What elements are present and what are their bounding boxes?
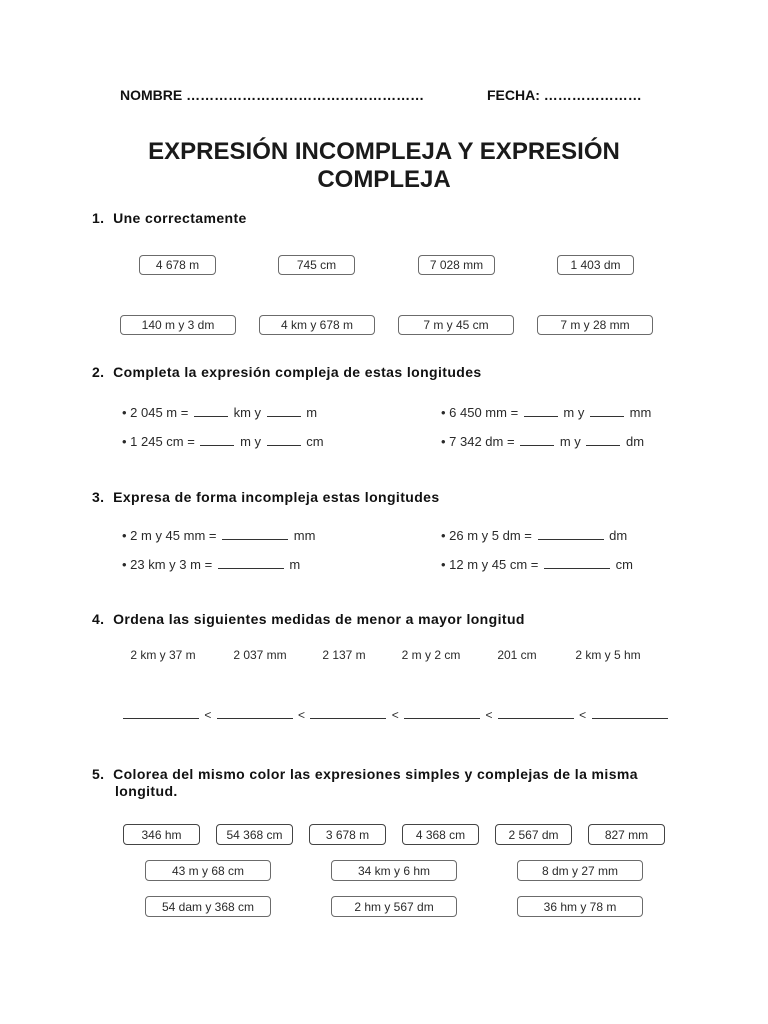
- answer-blank[interactable]: [538, 538, 604, 540]
- question-number: 2.: [92, 364, 105, 380]
- answer-blank[interactable]: [217, 717, 293, 719]
- answer-blank[interactable]: [218, 567, 284, 569]
- exercise-lead: • 2 m y 45 mm =: [122, 528, 217, 543]
- exercise-line: [122, 557, 300, 572]
- answer-blank[interactable]: [222, 538, 288, 540]
- exercise-lead: • 2 045 m =: [122, 405, 189, 420]
- match-box-bottom[interactable]: 7 m y 45 cm: [398, 315, 514, 335]
- unit-label: m y: [559, 434, 581, 449]
- date-dots: …………………: [543, 87, 642, 103]
- complex-expression-box[interactable]: 54 dam y 368 cm: [145, 896, 271, 917]
- unit-label: dm: [626, 434, 645, 449]
- match-box-top[interactable]: 745 cm: [278, 255, 355, 275]
- question-text: Completa la expresión compleja de estas longitudes: [113, 364, 482, 380]
- measure-item: 2 137 m: [322, 648, 366, 662]
- question-1-heading: [92, 210, 247, 226]
- question-number: 5.: [92, 766, 105, 782]
- measure-item: 201 cm: [497, 648, 537, 662]
- simple-expression-box[interactable]: 346 hm: [123, 824, 200, 845]
- unit-label: cm: [615, 557, 633, 572]
- question-4-heading: [92, 611, 525, 627]
- name-field[interactable]: [120, 87, 424, 103]
- ordering-line: [121, 708, 670, 722]
- match-box-bottom[interactable]: 7 m y 28 mm: [537, 315, 653, 335]
- question-2-heading: [92, 364, 482, 380]
- measure-item: 2 m y 2 cm: [401, 648, 461, 662]
- question-3-heading: [92, 489, 440, 505]
- answer-blank[interactable]: [123, 717, 199, 719]
- answer-blank[interactable]: [194, 415, 228, 417]
- title-line-1: EXPRESIÓN INCOMPLEJA Y EXPRESIÓN: [148, 138, 620, 165]
- question-number: 4.: [92, 611, 105, 627]
- answer-blank[interactable]: [310, 717, 386, 719]
- question-5-heading: [92, 766, 682, 800]
- answer-blank[interactable]: [544, 567, 610, 569]
- exercise-line: [441, 528, 627, 543]
- unit-label: mm: [293, 528, 316, 543]
- less-than-sign: <: [579, 708, 587, 722]
- simple-expression-box[interactable]: 827 mm: [588, 824, 665, 845]
- question-text: Colorea del mismo color las expresiones simples y complejas de la misma: [113, 766, 638, 782]
- exercise-lead: • 23 km y 3 m =: [122, 557, 213, 572]
- date-label: FECHA:: [487, 87, 540, 103]
- exercise-line: [122, 405, 317, 420]
- less-than-sign: <: [391, 708, 399, 722]
- unit-label: m: [306, 405, 318, 420]
- answer-blank[interactable]: [590, 415, 624, 417]
- exercise-line: [441, 557, 633, 572]
- complex-expression-box[interactable]: 43 m y 68 cm: [145, 860, 271, 881]
- answer-blank[interactable]: [498, 717, 574, 719]
- simple-expression-box[interactable]: 3 678 m: [309, 824, 386, 845]
- question-number: 1.: [92, 210, 105, 226]
- measure-item: 2 km y 5 hm: [575, 648, 641, 662]
- question-text: Expresa de forma incompleja estas longitudes: [113, 489, 440, 505]
- title-line-2: COMPLEJA: [317, 166, 451, 193]
- complex-expression-box[interactable]: 34 km y 6 hm: [331, 860, 457, 881]
- match-box-bottom[interactable]: 140 m y 3 dm: [120, 315, 236, 335]
- answer-blank[interactable]: [520, 444, 554, 446]
- measure-item: 2 037 mm: [233, 648, 287, 662]
- unit-label: cm: [306, 434, 324, 449]
- unit-label: dm: [609, 528, 628, 543]
- name-dots: ……………………………………………: [186, 87, 425, 103]
- answer-blank[interactable]: [592, 717, 668, 719]
- question-number: 3.: [92, 489, 105, 505]
- complex-expression-box[interactable]: 8 dm y 27 mm: [517, 860, 643, 881]
- exercise-lead: • 1 245 cm =: [122, 434, 195, 449]
- match-box-top[interactable]: 4 678 m: [139, 255, 216, 275]
- simple-expression-box[interactable]: 54 368 cm: [216, 824, 293, 845]
- worksheet-title: [60, 138, 708, 194]
- answer-blank[interactable]: [524, 415, 558, 417]
- exercise-line: [122, 528, 315, 543]
- exercise-line: [441, 434, 644, 449]
- match-box-top[interactable]: 7 028 mm: [418, 255, 495, 275]
- answer-blank[interactable]: [586, 444, 620, 446]
- exercise-lead: • 12 m y 45 cm =: [441, 557, 539, 572]
- unit-label: km y: [233, 405, 262, 420]
- unit-label: m y: [240, 434, 262, 449]
- exercise-lead: • 26 m y 5 dm =: [441, 528, 532, 543]
- complex-expression-box[interactable]: 2 hm y 567 dm: [331, 896, 457, 917]
- match-box-bottom[interactable]: 4 km y 678 m: [259, 315, 375, 335]
- answer-blank[interactable]: [404, 717, 480, 719]
- exercise-line: [122, 434, 324, 449]
- answer-blank[interactable]: [267, 415, 301, 417]
- less-than-sign: <: [485, 708, 493, 722]
- exercise-line: [441, 405, 651, 420]
- match-box-top[interactable]: 1 403 dm: [557, 255, 634, 275]
- name-label: NOMBRE: [120, 87, 183, 103]
- measure-item: 2 km y 37 m: [130, 648, 196, 662]
- complex-expression-box[interactable]: 36 hm y 78 m: [517, 896, 643, 917]
- exercise-lead: • 7 342 dm =: [441, 434, 515, 449]
- unit-label: m y: [563, 405, 585, 420]
- answer-blank[interactable]: [200, 444, 234, 446]
- question-text: Ordena las siguientes medidas de menor a mayor longitud: [113, 611, 525, 627]
- question-text: Une correctamente: [113, 210, 247, 226]
- less-than-sign: <: [204, 708, 212, 722]
- simple-expression-box[interactable]: 4 368 cm: [402, 824, 479, 845]
- unit-label: mm: [629, 405, 652, 420]
- simple-expression-box[interactable]: 2 567 dm: [495, 824, 572, 845]
- unit-label: m: [289, 557, 301, 572]
- exercise-lead: • 6 450 mm =: [441, 405, 519, 420]
- answer-blank[interactable]: [267, 444, 301, 446]
- date-field[interactable]: [487, 87, 642, 103]
- question-text: longitud.: [115, 783, 178, 799]
- less-than-sign: <: [298, 708, 306, 722]
